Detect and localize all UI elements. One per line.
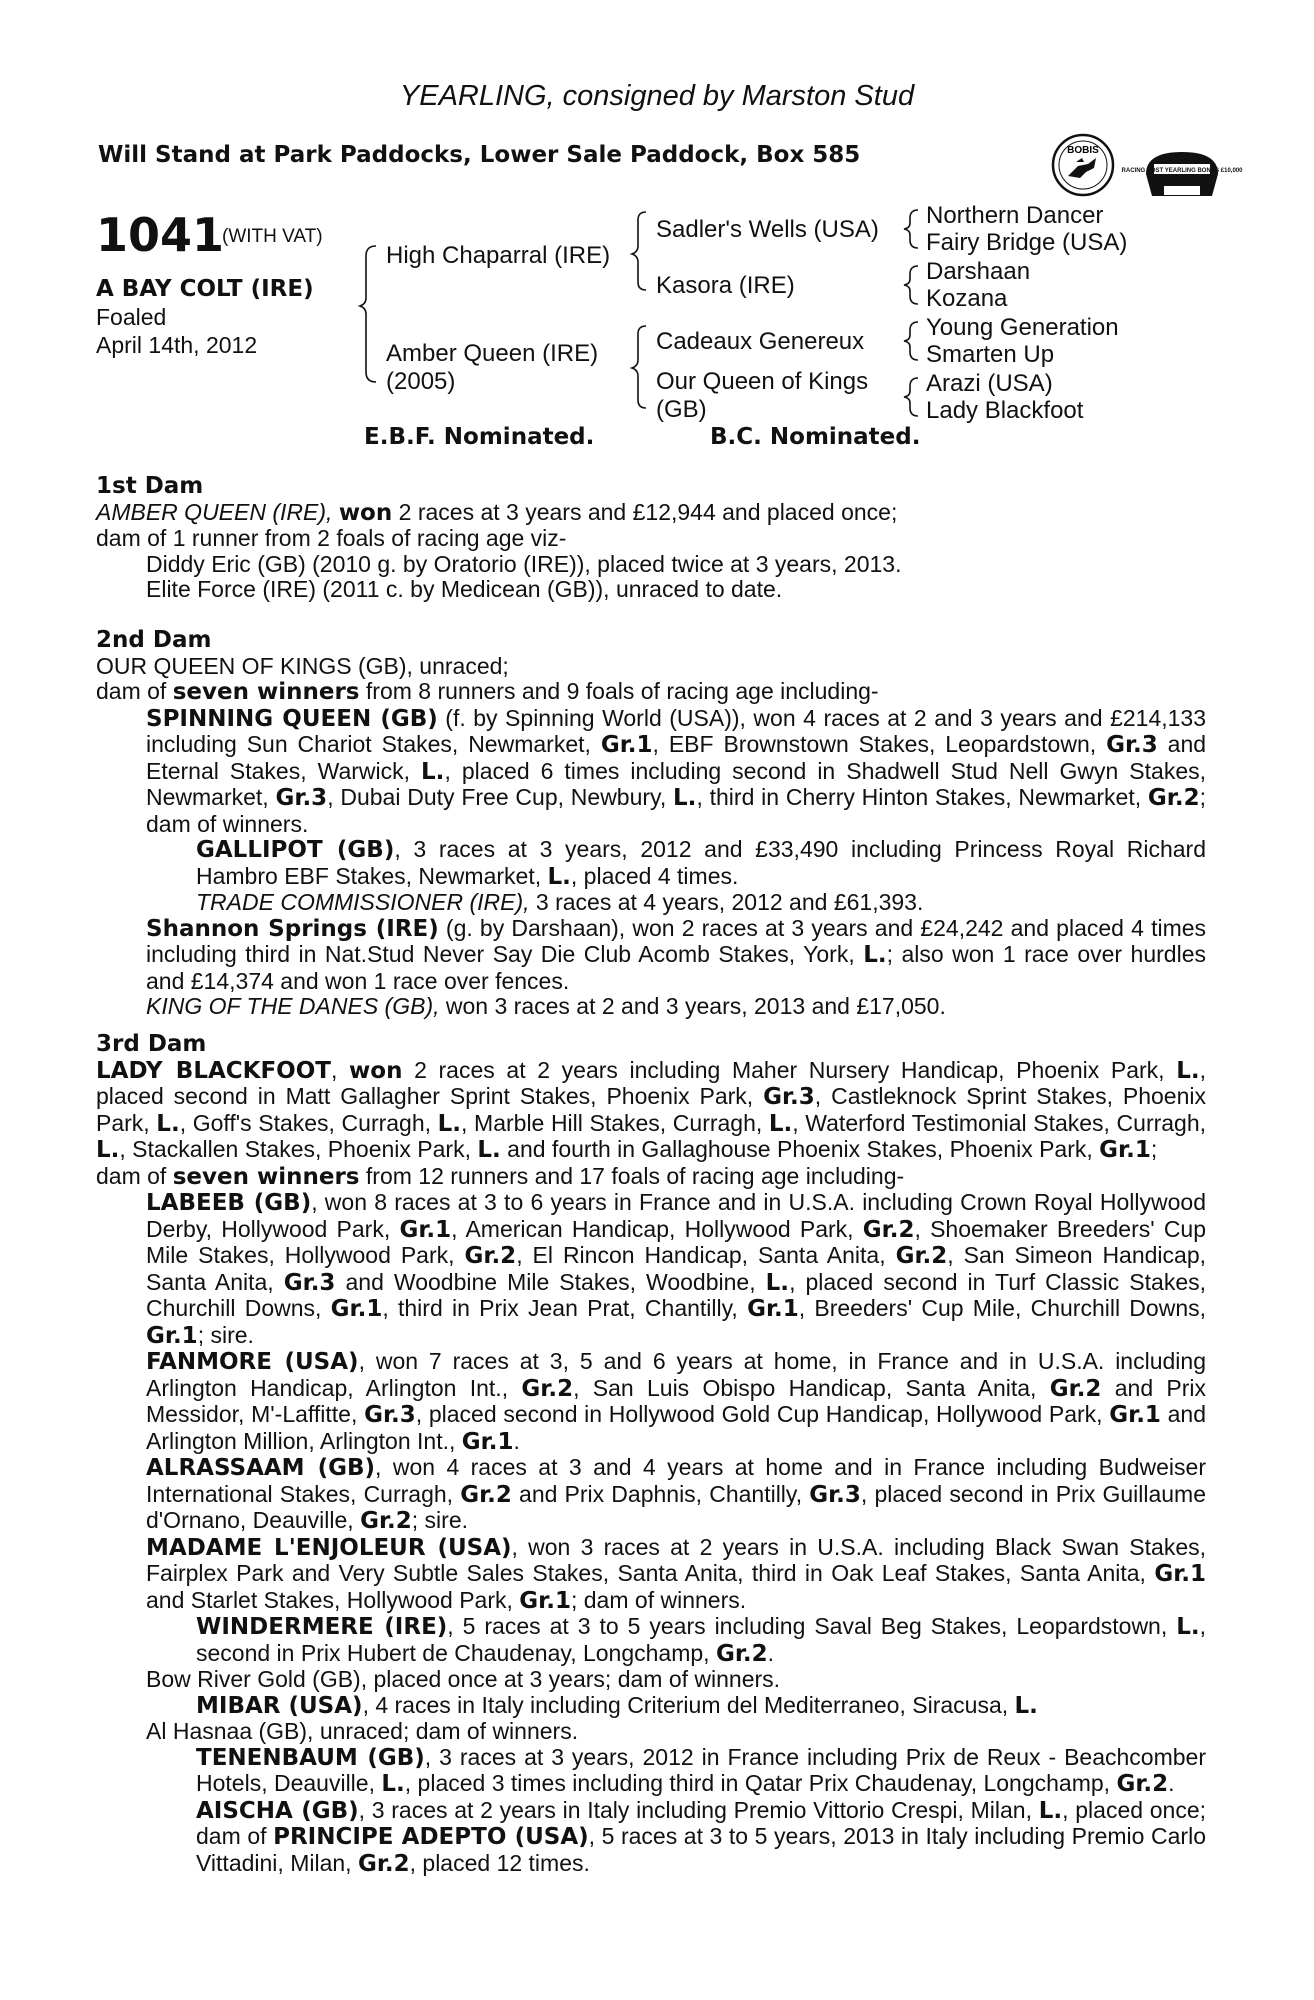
first-dam-record: 2 races at 3 years and £12,944 and placed once; [398,498,898,525]
pedigree-ggp-7: Arazi (USA) [926,370,1053,397]
third-dam-title: 3rd Dam [96,1031,207,1057]
second-dam-produce-summary: dam of seven winners from 8 runners and 9 foals of racing age including- [96,678,879,705]
lot-number: 1041 [96,208,225,262]
pedigree-sire-dam: Kasora (IRE) [656,272,795,299]
pedigree-dam-year: (2005) [386,368,456,395]
pedigree-ggp-4: Kozana [926,285,1008,312]
foaled-date: April 14th, 2012 [96,332,258,358]
ebf-nominated: E.B.F. Nominated. [364,424,595,450]
progeny-trade-commissioner: TRADE COMMISSIONER (IRE), 3 races at 4 years, 2012 and £61,393. [196,889,924,915]
progeny-gallipot: GALLIPOT (GB), 3 races at 3 years, 2012 and £33,490 including Princess Royal Richard Hambro EBF Stakes, Newmarket, L., placed 4 times. [196,836,1206,890]
pedigree-dam: Amber Queen (IRE) [386,340,599,367]
page-title: YEARLING, consigned by Marston Stud [399,80,915,112]
pedigree-ggp-2: Fairy Bridge (USA) [926,229,1128,256]
progeny-al-hasnaa: Al Hasnaa (GB), unraced; dam of winners. [146,1718,579,1744]
progeny-king-of-the-danes: KING OF THE DANES (GB), won 3 races at 2 and 3 years, 2013 and £17,050. [146,993,946,1019]
pedigree-ggp-8: Lady Blackfoot [926,397,1084,424]
progeny-bow-river-gold: Bow River Gold (GB), placed once at 3 years; dam of winners. [146,1666,781,1692]
pedigree-ggp-5: Young Generation [926,314,1119,341]
pedigree-ggp-6: Smarten Up [926,341,1055,368]
pedigree-dam-dam: Our Queen of Kings [656,368,869,395]
won-label: won [338,499,393,526]
third-dam-lady-blackfoot: LADY BLACKFOOT, won 2 races at 2 years including Maher Nursery Handicap, Phoenix Park, L., placed second in Matt Gallagher Sprint Stakes, Phoenix Park, Gr.3, Castleknock Sprint Stakes, Phoenix Park, L., Goff's Stakes, Curragh, L., Marble Hill Stakes, Curragh, L., Waterford Testimonial Stakes, Curragh, L., Stackallen Stakes, Phoenix Park, L. and fourth in Gallaghouse Phoenix Stakes, Phoenix Park, Gr.1; [96,1056,1207,1163]
foaled-label: Foaled [96,304,167,330]
pedigree-dam-dam-country: (GB) [656,396,707,423]
bc-nominated: B.C. Nominated. [710,424,921,450]
progeny-tenenbaum: TENENBAUM (GB), 3 races at 3 years, 2012 in France including Prix de Reux - Beachcomber Hotels, Deauville, L., placed 3 times including third in Qatar Prix Chaudenay, Longchamp, Gr.2. [196,1743,1206,1797]
progeny-madame-lenjoleur: MADAME L'ENJOLEUR (USA), won 3 races at 2 years in U.S.A. including Black Swan Stakes, Fairplex Park and Very Subtle Sales Stakes, Santa Anita, third in Oak Leaf Stakes, Santa Anita, Gr.1 and Starlet Stakes, Hollywood Park, Gr.1; dam of winners. [146,1533,1206,1614]
pedigree-ggp-1: Northern Dancer [926,202,1104,229]
third-dam-section [96,1032,1206,1877]
progeny-spinning-queen: SPINNING QUEEN (GB) (f. by Spinning World (USA)), won 4 races at 2 and 3 years and £214,133 including Sun Chariot Stakes, Newmarket, Gr.1, EBF Brownstown Stakes, Leopardstown, Gr.3 and Eternal Stakes, Warwick, L., placed 6 times including second in Shadwell Stud Nell Gwyn Stakes, Newmarket, Gr.3, Dubai Duty Free Cup, Newbury, L., third in Cherry Hinton Stakes, Newmarket, Gr.2; dam of winners. [146,704,1207,837]
second-dam-name: OUR QUEEN OF KINGS (GB), unraced; [96,652,509,679]
vat-label: (WITH VAT) [222,226,323,247]
second-dam-section [96,628,1206,1020]
pedigree-sire: High Chaparral (IRE) [386,242,611,269]
progeny-fanmore: FANMORE (USA), won 7 races at 3, 5 and 6 years at home, in France and in U.S.A. including Arlington Handicap, Arlington Int., Gr.2, San Luis Obispo Handicap, Santa Anita, Gr.2 and Prix Messidor, M'-Laffitte, Gr.3, placed second in Hollywood Gold Cup Handicap, Hollywood Park, Gr.1 and Arlington Million, Arlington Int., Gr.1. [146,1348,1207,1455]
first-dam-section [96,474,1206,603]
pedigree-sire-sire: Sadler's Wells (USA) [656,216,879,243]
progeny-shannon-springs: Shannon Springs (IRE) (g. by Darshaan), won 2 races at 3 years and £24,242 and placed 4 times including third in Nat.Stud Never Say Die Club Acomb Stakes, York, L.; also won 1 race over hurdles and £14,374 and won 1 race over fences. [146,914,1207,994]
horse-name: A BAY COLT (IRE) [96,276,314,302]
first-dam-foal-2: Elite Force (IRE) (2011 c. by Medicean (GB)), unraced to date. [146,576,783,602]
progeny-alrassaam: ALRASSAAM (GB), won 4 races at 3 and 4 years at home and in France including Budweiser International Stakes, Curragh, Gr.2 and Prix Daphnis, Chantilly, Gr.3, placed second in Prix Guillaume d'Ornano, Deauville, Gr.2; sire. [146,1454,1206,1534]
first-dam-produce-summary: dam of 1 runner from 2 foals of racing age viz- [96,525,567,551]
second-dam-title: 2nd Dam [96,627,212,653]
first-dam-name: AMBER QUEEN (IRE), [96,498,333,525]
progeny-windermere: WINDERMERE (IRE), 5 races at 3 to 5 years including Saval Beg Stakes, Leopardstown, L., second in Prix Hubert de Chaudenay, Longchamp, Gr.2. [196,1613,1207,1667]
racing-post-logo-text: RACING POST YEARLING BONUS £10,000 [1121,168,1243,174]
stand-location: Will Stand at Park Paddocks, Lower Sale Paddock, Box 585 [98,142,861,168]
progeny-aischa: AISCHA (GB), 3 races at 2 years in Italy including Premio Vittorio Crespi, Milan, L., placed once; dam of PRINCIPE ADEPTO (USA), 5 races at 3 to 5 years, 2013 in Italy including Premio Carlo Vittadini, Milan, Gr.2, placed 12 times. [196,1796,1207,1877]
progeny-mibar: MIBAR (USA), 4 races in Italy including Criterium del Mediterraneo, Siracusa, L. [196,1691,1038,1719]
first-dam-title: 1st Dam [96,473,204,499]
third-dam-produce-summary: dam of seven winners from 12 runners and 17 foals of racing age including- [96,1162,905,1190]
pedigree-dam-sire: Cadeaux Genereux [656,328,865,355]
pedigree-ggp-3: Darshaan [926,258,1031,285]
first-dam-foal-1: Diddy Eric (GB) (2010 g. by Oratorio (IRE)), placed twice at 3 years, 2013. [146,550,902,577]
progeny-labeeb: LABEEB (GB), won 8 races at 3 to 6 years in France and in U.S.A. including Crown Royal Hollywood Derby, Hollywood Park, Gr.1, American Handicap, Hollywood Park, Gr.2, Shoemaker Breeders' Cup Mile Stakes, Hollywood Park, Gr.2, El Rincon Handicap, Santa Anita, Gr.2, San Simeon Handicap, Santa Anita, Gr.3 and Woodbine Mile Stakes, Woodbine, L., placed second in Turf Classic Stakes, Churchill Downs, Gr.1, third in Prix Jean Prat, Chantilly, Gr.1, Breeders' Cup Mile, Churchill Downs, Gr.1; sire. [146,1189,1207,1349]
bobis-logo-text: BOBIS [1067,145,1099,156]
